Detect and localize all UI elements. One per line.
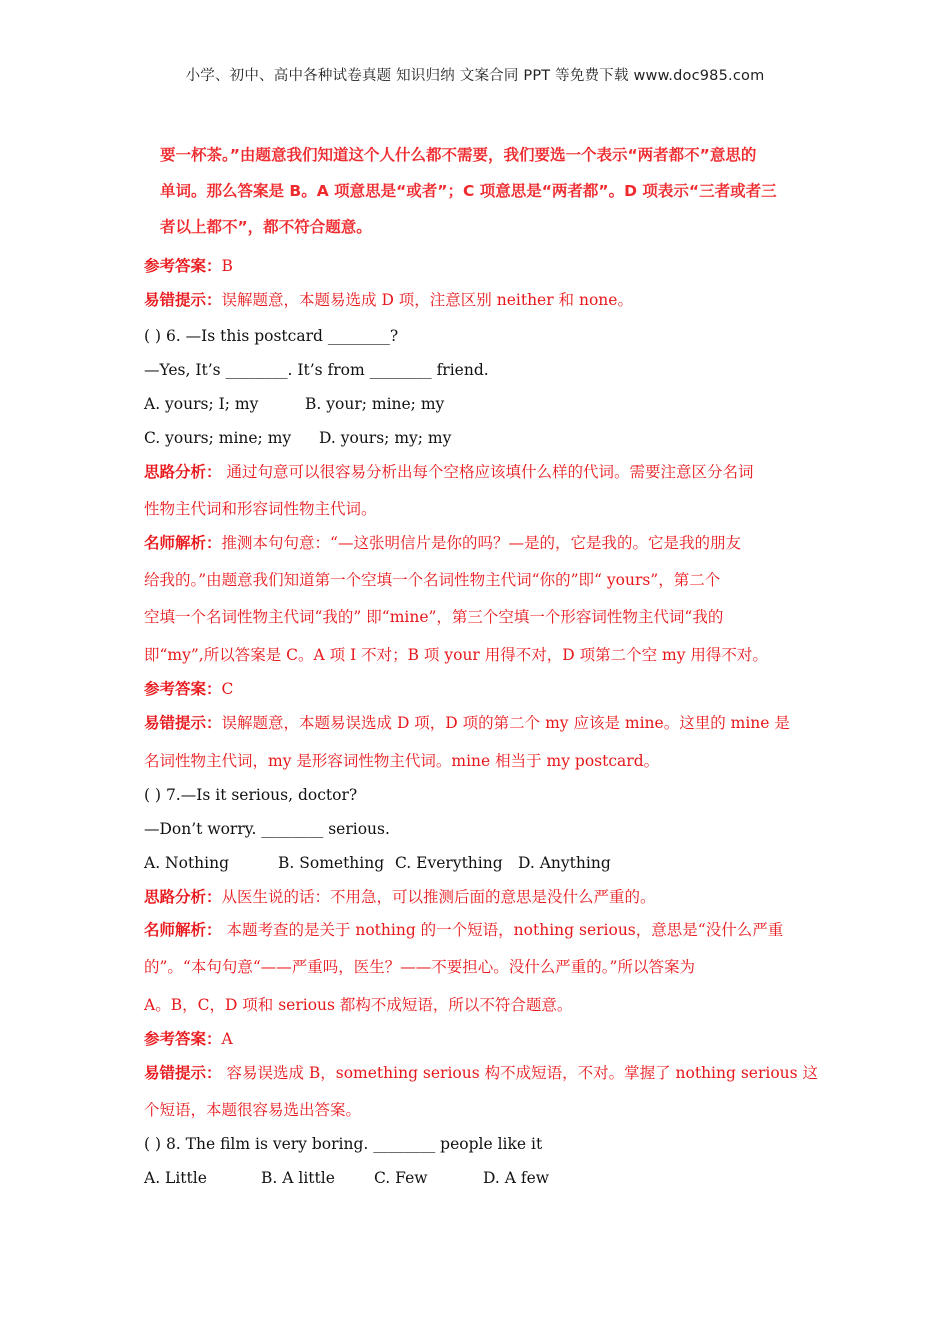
analysis-text: 从医生说的话：不用急，可以推测后面的意思是没什么严重的。 bbox=[221, 888, 656, 906]
answer-value: B bbox=[221, 257, 233, 275]
page-header: 小学、初中、高中各种试卷真题 知识归纳 文案合同 PPT 等免费下载 www.doc985.com bbox=[185, 68, 765, 84]
answer-line bbox=[144, 1029, 233, 1049]
answer-line bbox=[144, 256, 233, 276]
analysis-text: 通过句意可以很容易分析出每个空格应该填什么样的代词。需要注意区分名词 bbox=[221, 463, 754, 481]
error-tip-label: 易错提示： bbox=[144, 1063, 222, 1082]
answer-label: 参考答案： bbox=[144, 256, 222, 275]
option-a: A. Little bbox=[144, 1169, 207, 1187]
error-tip-line bbox=[144, 290, 633, 310]
option-a: A. yours; I; my bbox=[144, 395, 259, 413]
error-tip-line: 名词性物主代词，my 是形容词性物主代词。mine 相当于 my postcard。 bbox=[144, 752, 660, 770]
error-tip-line bbox=[144, 713, 790, 733]
option-d: D. yours; my; my bbox=[319, 429, 452, 447]
analysis-line: 性物主代词和形容词性物主代词。 bbox=[144, 500, 377, 518]
error-tip-line: 个短语，本题很容易选出答案。 bbox=[144, 1101, 362, 1119]
teacher-analysis-line: 空填一个名词性物主代词“我的” 即“mine”，第三个空填一个形容词性物主代词“我的 bbox=[144, 608, 724, 626]
answer-line bbox=[144, 679, 233, 699]
teacher-analysis-line: 给我的。”由题意我们知道第一个空填一个名词性物主代词“你的”即“ yours”，第二个 bbox=[144, 571, 721, 589]
option-b: B. your; mine; my bbox=[305, 395, 445, 413]
error-tip-label: 易错提示： bbox=[144, 290, 222, 309]
analysis-label: 思路分析： bbox=[144, 887, 222, 906]
teacher-analysis-line bbox=[144, 533, 741, 553]
error-tip-text: 误解题意，本题易选成 D 项，注意区别 neither 和 none。 bbox=[221, 291, 633, 309]
explanation-line: 者以上都不”，都不符合题意。 bbox=[160, 218, 372, 236]
analysis-line bbox=[144, 462, 753, 482]
teacher-analysis-line: A。B，C，D 项和 serious 都构不成短语，所以不符合题意。 bbox=[144, 996, 573, 1014]
option-c: C. yours; mine; my bbox=[144, 429, 292, 447]
question-stem: ( ) 7.—Is it serious, doctor? bbox=[144, 786, 358, 804]
option-a: A. Nothing bbox=[144, 854, 230, 872]
teacher-analysis-text: 推测本句句意：“—这张明信片是你的吗？—是的，它是我的。它是我的朋友 bbox=[221, 534, 741, 552]
option-c: C. Few bbox=[374, 1169, 428, 1187]
error-tip-line bbox=[144, 1063, 818, 1083]
answer-label: 参考答案： bbox=[144, 1029, 222, 1048]
option-d: D. A few bbox=[483, 1169, 550, 1187]
option-b: B. Something bbox=[278, 854, 385, 872]
question-stem: ( ) 6. —Is this postcard ________? bbox=[144, 327, 399, 345]
teacher-analysis-label: 名师解析： bbox=[144, 920, 222, 939]
explanation-line: 单词。那么答案是 B。A 项意思是“或者”；C 项意思是“两者都”。D 项表示“三者或者三 bbox=[160, 182, 777, 200]
option-c: C. Everything bbox=[395, 854, 503, 872]
teacher-analysis-line: 的”。“本句句意“——严重吗，医生？——不要担心。没什么严重的。”所以答案为 bbox=[144, 958, 695, 976]
teacher-analysis-text: 本题考查的是关于 nothing 的一个短语，nothing serious，意思是“没什么严重 bbox=[221, 921, 784, 939]
explanation-line: 要一杯茶。”由题意我们知道这个人什么都不需要，我们要选一个表示“两者都不”意思的 bbox=[160, 146, 757, 164]
error-tip-text: 误解题意，本题易误选成 D 项，D 项的第二个 my 应该是 mine。这里的 mine 是 bbox=[221, 714, 790, 732]
question-stem: ( ) 8. The film is very boring. ________ people like it bbox=[144, 1135, 543, 1153]
teacher-analysis-line bbox=[144, 920, 783, 940]
error-tip-label: 易错提示： bbox=[144, 713, 222, 732]
analysis-line bbox=[144, 887, 656, 907]
question-reply: —Don’t worry. ________ serious. bbox=[144, 820, 390, 838]
analysis-label: 思路分析： bbox=[144, 462, 222, 481]
answer-value: A bbox=[221, 1030, 233, 1048]
option-b: B. A little bbox=[261, 1169, 335, 1187]
teacher-analysis-label: 名师解析： bbox=[144, 533, 222, 552]
option-d: D. Anything bbox=[518, 854, 611, 872]
error-tip-text: 容易误选成 B，something serious 构不成短语，不对。掌握了 nothing serious 这 bbox=[221, 1064, 819, 1082]
teacher-analysis-line: 即“my”,所以答案是 C。A 项 I 不对；B 项 your 用得不对，D 项第二个空 my 用得不对。 bbox=[144, 646, 768, 664]
answer-value: C bbox=[221, 680, 234, 698]
answer-label: 参考答案： bbox=[144, 679, 222, 698]
question-reply: —Yes, It’s ________. It’s from ________ friend. bbox=[144, 361, 489, 379]
